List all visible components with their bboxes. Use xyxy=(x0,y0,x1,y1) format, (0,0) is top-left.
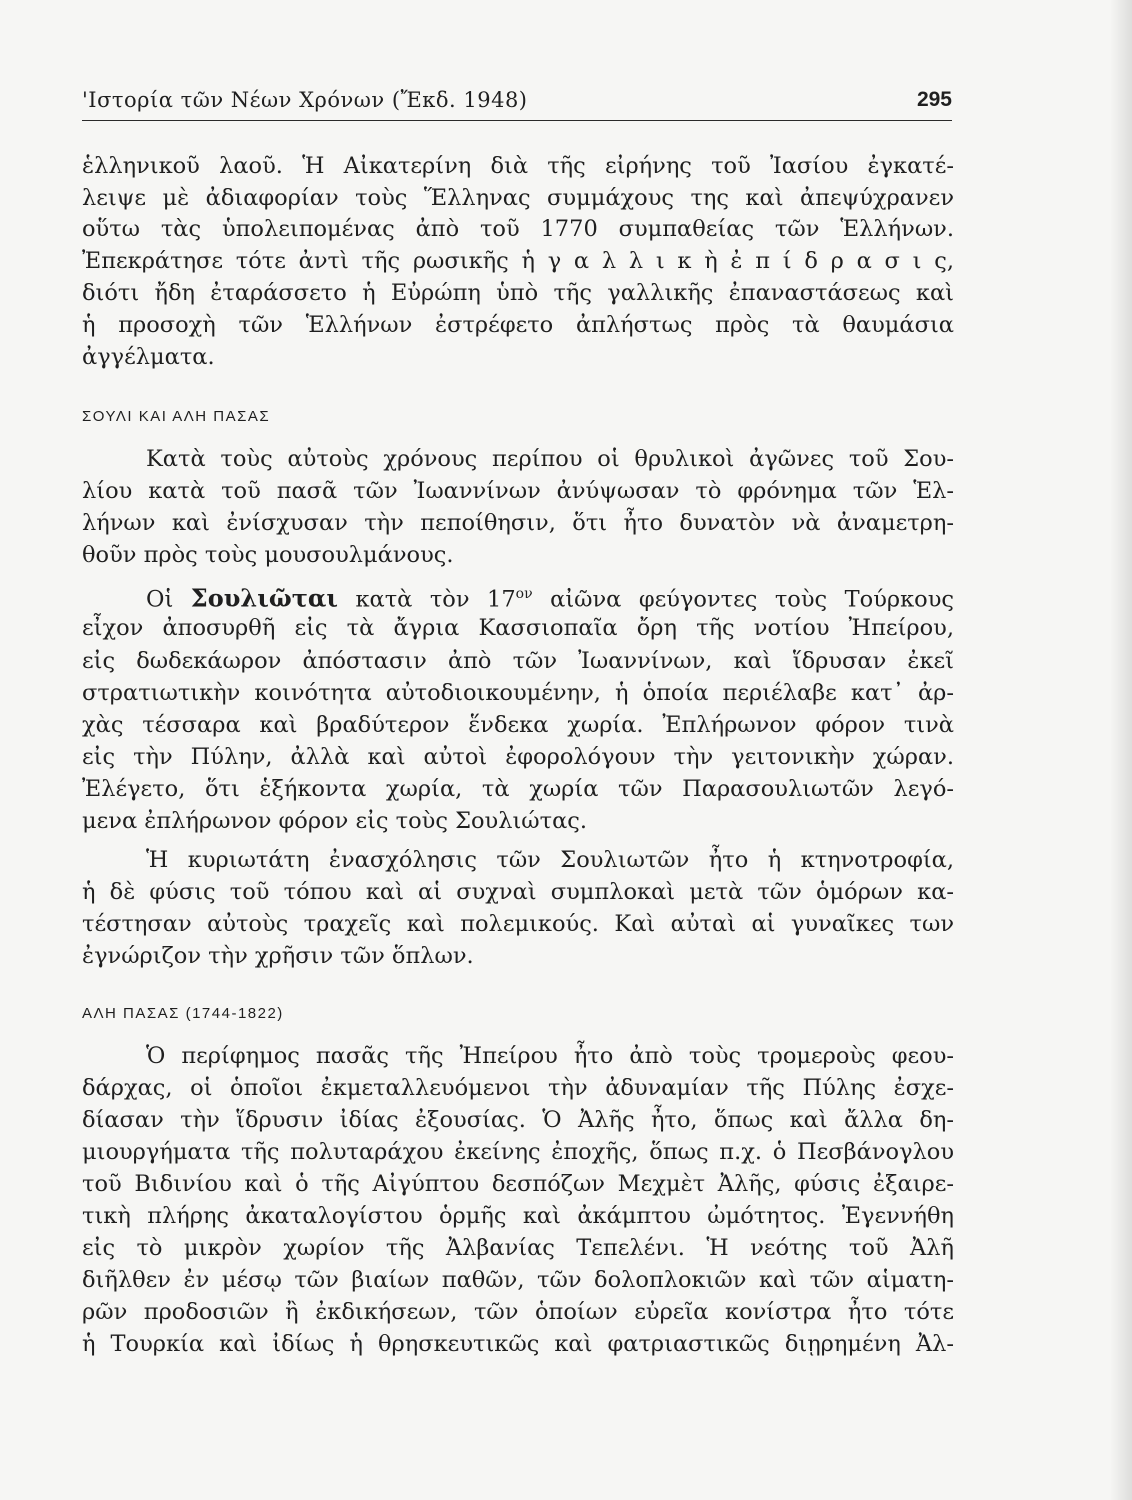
text-line: ἡ Τουρκία καὶ ἰδίως ἡ θρησκευτικῶς καὶ φατριαστικῶς διῃρημένη Ἀλ- xyxy=(82,1331,954,1357)
text-line: Ἡ κυριωτάτη ἐνασχόλησις τῶν Σουλιωτῶν ἦτο ἡ κτηνοτροφία, xyxy=(146,847,954,873)
section-heading-ali-pasha: ΑΛΗ ΠΑΣΑΣ (1744-1822) xyxy=(82,1005,284,1022)
text-line: μενα ἐπλήρωνον φόρον εἰς τοὺς Σουλιώτας. xyxy=(82,808,588,834)
page-edge-shadow xyxy=(1110,0,1132,1500)
text-line: ἀγγέλματα. xyxy=(82,344,215,370)
running-title: 'Ιστορία τῶν Νέων Χρόνων (Ἔκδ. 1948) xyxy=(82,88,528,112)
text-line: εἰς τὸ μικρὸν χωρίον τῆς Ἀλβανίας Τεπελένι. Ἡ νεότης τοῦ Ἀλῆ xyxy=(82,1235,954,1261)
text-line: Ἐλέγετο, ὅτι ἑξήκοντα χωρία, τὰ χωρία τῶν Παρασουλιωτῶν λεγό- xyxy=(82,776,954,802)
section-heading-souli: ΣΟΥΛΙ ΚΑΙ ΑΛΗ ΠΑΣΑΣ xyxy=(82,408,271,425)
text-line: εἶχον ἀποσυρθῆ εἰς τὰ ἄγρια Κασσιοπαῖα ὄρη τῆς νοτίου Ἠπείρου, xyxy=(82,615,954,641)
text-line: τικὴ πλήρης ἀκαταλογίστου ὁρμῆς καὶ ἀκάμπτου ὠμότητος. Ἐγεννήθη xyxy=(82,1203,954,1229)
text-line: χὰς τέσσαρα καὶ βραδύτερον ἕνδεκα χωρία. Ἐπλήρωνον φόρον τινὰ xyxy=(82,712,954,738)
text-line: Ὁ περίφημος πασᾶς τῆς Ἠπείρου ἦτο ἀπὸ τοὺς τρομεροὺς φεου- xyxy=(146,1043,954,1069)
text-line: Κατὰ τοὺς αὐτοὺς χρόνους περίπου οἱ θρυλικοὶ ἀγῶνες τοῦ Σου- xyxy=(146,446,954,472)
text-line: οὕτω τὰς ὑπολειπομένας ἀπὸ τοῦ 1770 συμπαθείας τῶν Ἑλλήνων. xyxy=(82,216,954,242)
text-line: εἰς δωδεκάωρον ἀπόστασιν ἀπὸ τῶν Ἰωαννίνων, καὶ ἵδρυσαν ἐκεῖ xyxy=(82,648,954,674)
text-line: ἑλληνικοῦ λαοῦ. Ἡ Αἰκατερίνη διὰ τῆς εἰρήνης τοῦ Ἰασίου ἐγκατέ- xyxy=(82,153,954,179)
text-line: λειψε μὲ ἀδιαφορίαν τοὺς Ἕλληνας συμμάχους της καὶ ἀπεψύχρανεν xyxy=(82,185,954,211)
text-line: διῆλθεν ἐν μέσῳ τῶν βιαίων παθῶν, τῶν δολοπλοκιῶν καὶ τῶν αἱματη- xyxy=(82,1267,954,1293)
running-header xyxy=(82,86,952,121)
text-line: εἰς τὴν Πύλην, ἀλλὰ καὶ αὐτοὶ ἐφορολόγουν τὴν γειτονικὴν χώραν. xyxy=(82,744,954,770)
text-line-souliotes xyxy=(146,578,954,616)
text-line: ἡ προσοχὴ τῶν Ἑλλήνων ἐστρέφετο ἀπλήστως πρὸς τὰ θαυμάσια xyxy=(82,312,954,338)
text-line: διότι ἤδη ἐταράσσετο ἡ Εὐρώπη ὑπὸ τῆς γαλλικῆς ἐπαναστάσεως καὶ xyxy=(82,280,954,306)
text-line: θοῦν πρὸς τοὺς μουσουλμάνους. xyxy=(82,542,454,568)
text-run: αἰῶνα φεύγοντες τοὺς Τούρκους xyxy=(532,586,954,613)
text-line: λήνων καὶ ἐνίσχυσαν τὴν πεποίθησιν, ὅτι ἦτο δυνατὸν νὰ ἀναμετρη- xyxy=(82,510,954,536)
text-line: μιουργήματα τῆς πολυταράχου ἐκείνης ἐποχῆς, ὅπως π.χ. ὁ Πεσβάνογλου xyxy=(82,1139,954,1165)
text-line: ἡ δὲ φύσις τοῦ τόπου καὶ αἱ συχναὶ συμπλοκαὶ μετὰ τῶν ὁμόρων κα- xyxy=(82,879,954,905)
text-line: τέστησαν αὐτοὺς τραχεῖς καὶ πολεμικούς. Καὶ αὐταὶ αἱ γυναῖκες των xyxy=(82,911,954,937)
text-line: λίου κατὰ τοῦ πασᾶ τῶν Ἰωαννίνων ἀνύψωσαν τὸ φρόνημα τῶν Ἑλ- xyxy=(82,478,954,504)
text-run: κατὰ τὸν 17 xyxy=(337,586,516,613)
text-line: ρῶν προδοσιῶν ἢ ἐκδικήσεων, τῶν ὁποίων εὐρεῖα κονίστρα ἦτο τότε xyxy=(82,1299,954,1325)
text-line: δάρχας, οἱ ὁποῖοι ἐκμεταλλευόμενοι τὴν ἀδυναμίαν τῆς Πύλης ἐσχε- xyxy=(82,1075,954,1101)
text-line: τοῦ Βιδινίου καὶ ὁ τῆς Αἰγύπτου δεσπόζων Μεχμὲτ Ἀλῆς, φύσις ἐξαιρε- xyxy=(82,1171,954,1197)
text-run: Οἱ xyxy=(146,586,191,613)
text-line: ἐγνώριζον τὴν χρῆσιν τῶν ὅπλων. xyxy=(82,943,474,969)
emphasis-souliotes: Σουλιῶται xyxy=(190,583,338,613)
superscript: ον xyxy=(515,586,533,602)
text-line: Ἐπεκράτησε τότε ἀντὶ τῆς ρωσικῆς ἡ γ α λ λ ι κ ὴ ἐ π ί δ ρ α σ ι ς, xyxy=(82,248,954,274)
page-number: 295 xyxy=(916,88,952,111)
text-line: στρατιωτικὴν κοινότητα αὐτοδιοικουμένην, ἡ ὁποία περιέλαβε κατ᾽ ἀρ- xyxy=(82,680,954,706)
text-line: δίασαν τὴν ἵδρυσιν ἰδίας ἐξουσίας. Ὁ Ἀλῆς ἦτο, ὅπως καὶ ἄλλα δη- xyxy=(82,1107,954,1133)
